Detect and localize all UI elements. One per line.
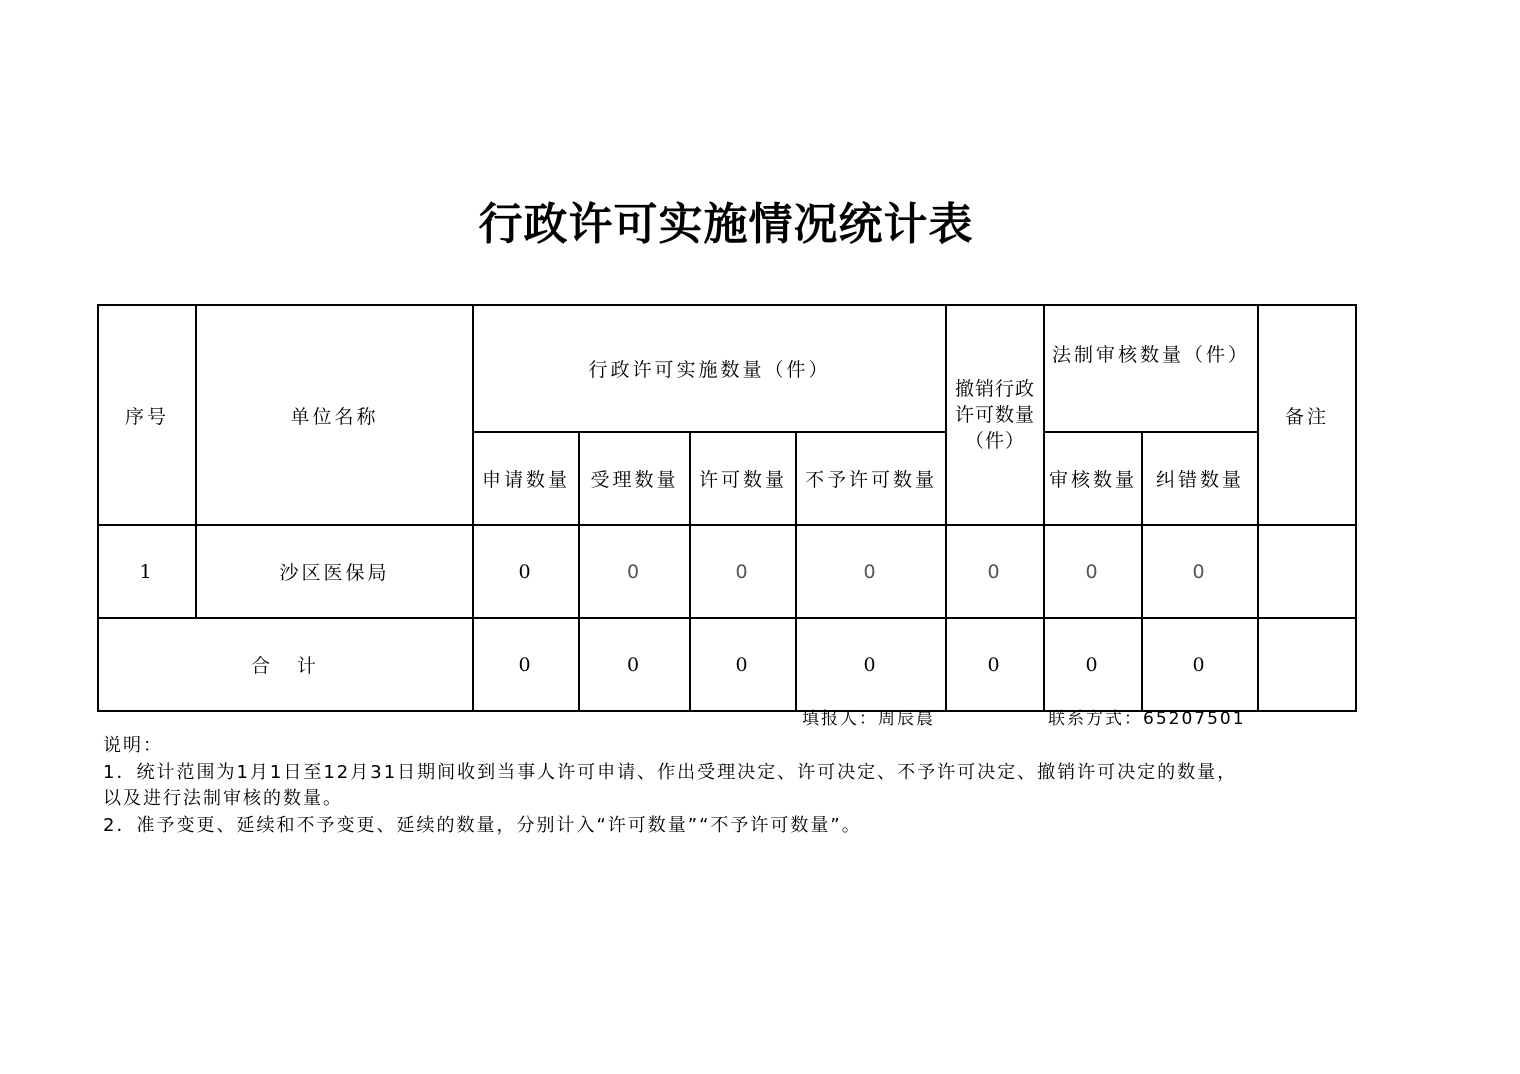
header-implementation-count: 行政许可实施数量（件） — [473, 305, 946, 432]
header-apply-count: 申请数量 — [473, 432, 579, 525]
header-accept-count: 受理数量 — [579, 432, 690, 525]
contact-text: 联系方式：65207501 — [1048, 709, 1246, 729]
header-remark: 备注 — [1258, 305, 1356, 525]
note-item-1-line-1: 1．统计范围为1月1日至12月31日期间收到当事人许可申请、作出受理决定、许可决定、不予许可决定、撤销许可决定的数量， — [103, 761, 1238, 783]
header-legal-review-count: 法制审核数量（件） — [1044, 305, 1258, 432]
header-seq: 序号 — [98, 305, 196, 525]
header-unit-name: 单位名称 — [196, 305, 473, 525]
statistics-table — [97, 304, 1357, 712]
cell-deny: 0 — [796, 525, 946, 618]
note-item-2: 2．准予变更、延续和不予变更、延续的数量，分别计入“许可数量”“不予许可数量”。 — [103, 814, 862, 836]
cell-correct: 0 — [1142, 525, 1258, 618]
page-title: 行政许可实施情况统计表 — [478, 199, 974, 250]
total-label: 合 计 — [98, 618, 473, 711]
reporter-text: 填报人：周辰晨 — [802, 709, 935, 729]
cell-unit-name: 沙区医保局 — [196, 525, 473, 618]
cell-accept: 0 — [579, 525, 690, 618]
total-row — [98, 618, 1356, 711]
cell-revoke: 0 — [946, 525, 1044, 618]
header-correct-count: 纠错数量 — [1142, 432, 1258, 525]
total-permit: 0 — [690, 618, 796, 711]
notes-section — [103, 733, 1237, 839]
total-apply: 0 — [473, 618, 579, 711]
total-deny: 0 — [796, 618, 946, 711]
header-deny-count: 不予许可数量 — [796, 432, 946, 525]
cell-apply: 0 — [473, 525, 579, 618]
total-correct: 0 — [1142, 618, 1258, 711]
header-review-count: 审核数量 — [1044, 432, 1142, 525]
cell-permit: 0 — [690, 525, 796, 618]
cell-review: 0 — [1044, 525, 1142, 618]
total-review: 0 — [1044, 618, 1142, 711]
note-item-1-line-2: 以及进行法制审核的数量。 — [103, 788, 343, 809]
cell-remark — [1258, 525, 1356, 618]
table-row — [98, 525, 1356, 618]
total-accept: 0 — [579, 618, 690, 711]
header-revoke-count: 撤销行政许可数量（件） — [946, 305, 1044, 525]
cell-seq: 1 — [98, 525, 196, 618]
header-permit-count: 许可数量 — [690, 432, 796, 525]
notes-heading: 说明： — [103, 735, 163, 756]
total-revoke: 0 — [946, 618, 1044, 711]
total-remark — [1258, 618, 1356, 711]
